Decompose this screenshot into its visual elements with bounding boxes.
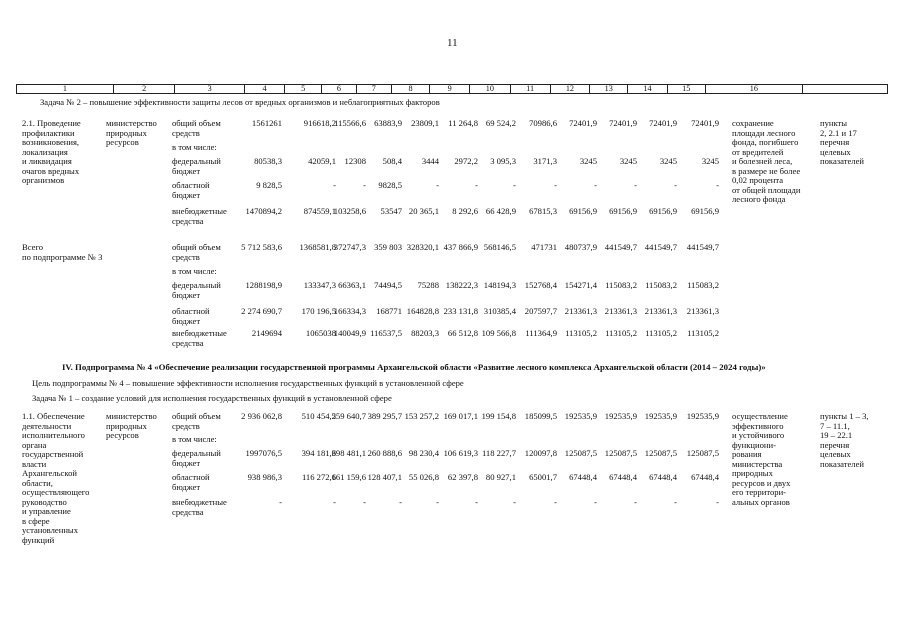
total3-value: 113105,2: [645, 328, 677, 338]
column-header-4: 4: [244, 85, 284, 94]
sub4-row-label: федеральный: [172, 448, 221, 458]
sub4-item: осуществляющего: [22, 487, 90, 497]
task2-result: от общей площади: [732, 184, 801, 195]
column-header-10: 10: [470, 85, 510, 94]
task2-value: 72401,9: [649, 118, 677, 128]
sub4-indicators: перечня: [820, 439, 850, 450]
task2-executor: природных: [106, 127, 147, 138]
column-header-9: 9: [430, 85, 470, 94]
task2-result: от вредителей: [732, 146, 784, 157]
sub4-value: 120097,8: [524, 448, 557, 458]
sub4-value: 938 986,3: [247, 472, 282, 482]
sub4-value: 67448,4: [569, 472, 597, 482]
sub4-indicators: 7 – 11.1,: [820, 420, 850, 431]
sub4-value: 185099,5: [524, 411, 557, 421]
total3-value: 170 196,5: [301, 306, 336, 316]
task2-value: 1561261: [251, 118, 282, 128]
sub4-value: 2 936 062,8: [241, 411, 282, 421]
total3-value: 441549,7: [644, 242, 677, 252]
column-header-16: 16: [705, 85, 802, 94]
sub4-value: -: [279, 497, 282, 507]
sub4-item: области,: [22, 477, 53, 488]
sub4-item: 1.1. Обеспечение: [22, 411, 85, 421]
task2-value: -: [363, 180, 366, 190]
task2-item: возникновения,: [22, 137, 80, 147]
total3-value: 164828,8: [406, 306, 439, 316]
task2-value: 3245: [619, 156, 637, 166]
sub4-value: 389 295,7: [367, 411, 402, 421]
sub4-result: и устойчивого: [732, 430, 785, 440]
sub4-result: осуществление: [732, 411, 788, 421]
sub4-value: 118 227,7: [481, 448, 516, 458]
sub4-executor: министерство: [106, 411, 157, 421]
sub4-executor: природных: [106, 420, 147, 431]
sub4-value: 153 257,2: [404, 411, 439, 421]
column-header-1: 1: [17, 85, 114, 94]
sub4-value: 260 888,6: [367, 448, 402, 458]
sub4-value: 169 017,1: [443, 411, 478, 421]
sub4-value: 510 454,2: [301, 411, 336, 421]
task2-indicators: целевых: [820, 146, 851, 157]
task2-executor: министерство: [106, 118, 157, 128]
sub4-row-label: бюджет: [172, 481, 201, 492]
total3-row-label: бюджет: [172, 315, 201, 326]
sub4-item: государственной: [22, 449, 84, 459]
task2-value: -: [436, 180, 439, 190]
sub4-value: -: [554, 497, 557, 507]
column-header-7: 7: [356, 85, 391, 94]
column-header-row: [16, 84, 888, 94]
task2-value: 916618,2: [303, 118, 336, 128]
sub4-item: в сфере: [22, 515, 50, 526]
column-header-12: 12: [550, 85, 589, 94]
total3-value: 113105,2: [687, 328, 719, 338]
sub4-value: 192535,9: [686, 411, 719, 421]
task2-value: 3245: [701, 156, 719, 166]
total3-row-label: общий объем: [172, 242, 221, 252]
total3-row-label: внебюджетные: [172, 328, 227, 338]
task2-row-label: общий объем: [172, 118, 221, 128]
task2-value: 3245: [579, 156, 597, 166]
task2-result: в размере не более: [732, 165, 801, 176]
task2-value: 874559,1: [303, 206, 336, 216]
task2-value: 9 828,5: [256, 180, 282, 190]
sub4-value: -: [594, 497, 597, 507]
sub4-item: органа: [22, 439, 47, 450]
total3-value: 437 866,9: [443, 242, 478, 252]
total3-value: 66363,1: [338, 280, 366, 290]
total3-value: 5 712 583,6: [241, 242, 282, 252]
total3-value: 359 803: [374, 242, 402, 252]
total3-row-label: федеральный: [172, 280, 221, 290]
sub4-value: -: [436, 497, 439, 507]
sub4-result: рования: [732, 449, 762, 459]
total3-value: 109 566,8: [481, 328, 516, 338]
task2-result: лесного фонда: [732, 194, 786, 204]
task2-value: 66 428,9: [485, 206, 516, 216]
task2-value: 67815,3: [529, 206, 557, 216]
total3-value: 471731: [531, 242, 557, 252]
column-header-13: 13: [590, 85, 628, 94]
total3-value: 328320,1: [406, 242, 439, 252]
sub4-value: 192535,9: [644, 411, 677, 421]
task2-result: площади лесного: [732, 127, 796, 138]
task2-row-label: средств: [172, 127, 200, 138]
sub4-item: исполнительного: [22, 430, 85, 440]
task2-row-label: средства: [172, 215, 204, 226]
sub4-value: 67448,4: [609, 472, 637, 482]
task2-value: -: [634, 180, 637, 190]
sub4-value: 394 181,6: [301, 448, 336, 458]
total3-value: 1368581,8: [299, 242, 336, 252]
task2-value: 103258,6: [333, 206, 366, 216]
sub4-value: 199 154,8: [481, 411, 516, 421]
task2-result: 0,02 процента: [732, 175, 784, 185]
sub4-value: 128 407,1: [367, 472, 402, 482]
task2-value: 12308: [344, 156, 366, 166]
task2-value: 70986,6: [529, 118, 557, 128]
sub4-value: 125087,5: [604, 448, 637, 458]
sub4-value: -: [475, 497, 478, 507]
total3-value: 1288198,9: [245, 280, 282, 290]
task2-value: -: [674, 180, 677, 190]
task2-value: -: [513, 180, 516, 190]
sub4-item: руководство: [22, 496, 67, 507]
total3-value: 115083,2: [687, 280, 719, 290]
sub4-value: 192535,9: [604, 411, 637, 421]
subprogram4-goal: Цель подпрограммы № 4 – повышение эффективности исполнения государственных функций в установленной сфере: [32, 378, 464, 388]
task2-text: Задача № 2 – повышение эффективности защиты лесов от вредных организмов и неблагоприятных факторов: [40, 97, 440, 107]
total3-value: 113105,2: [565, 328, 597, 338]
task2-value: 69156,9: [691, 206, 719, 216]
subprogram4-task1: Задача № 1 – создание условий для исполнения государственных функций в установленной сфере: [32, 393, 392, 403]
total3-value: 480737,9: [564, 242, 597, 252]
total3-value: 441549,7: [686, 242, 719, 252]
total3-value: 207597,7: [524, 306, 557, 316]
sub4-value: 55 026,8: [408, 472, 439, 482]
sub4-row-label: в том числе:: [172, 434, 217, 444]
sub4-value: 67448,4: [691, 472, 719, 482]
task2-value: 3171,3: [533, 156, 557, 166]
sub4-result: функциони-: [732, 439, 776, 450]
sub4-value: 80 927,1: [485, 472, 516, 482]
sub4-value: -: [716, 497, 719, 507]
task2-indicators: 2, 2.1 и 17: [820, 127, 857, 138]
task2-item: 2.1. Проведение: [22, 118, 81, 128]
total3-value: 133347,3: [303, 280, 336, 290]
task2-row-label: бюджет: [172, 189, 201, 200]
sub4-row-label: областной: [172, 472, 210, 482]
sub4-executor: ресурсов: [106, 430, 139, 440]
sub4-row-label: внебюджетные: [172, 497, 227, 507]
task2-result: сохранение: [732, 118, 774, 128]
sub4-item: установленных: [22, 525, 78, 535]
task2-indicators: перечня: [820, 137, 850, 147]
total3-value: 138222,3: [445, 280, 478, 290]
task2-value: 9828,5: [378, 180, 402, 190]
sub4-value: -: [513, 497, 516, 507]
column-header-5: 5: [285, 85, 322, 94]
task2-value: 3 095,3: [490, 156, 516, 166]
total3-value: 2149694: [251, 328, 282, 338]
sub4-value: 125087,5: [644, 448, 677, 458]
sub4-result: его территори-: [732, 487, 787, 497]
sub4-result: ресурсов и двух: [732, 477, 791, 488]
total3-value: 166334,3: [333, 306, 366, 316]
column-header-3: 3: [175, 85, 244, 94]
task2-item: очагов вредных: [22, 165, 80, 176]
column-header-14: 14: [628, 85, 667, 94]
total3-value: 154271,4: [564, 280, 597, 290]
sub4-item: функций: [22, 534, 55, 545]
sub4-row-label: средств: [172, 420, 200, 431]
total3-value: 148194,3: [483, 280, 516, 290]
total3-value: 213361,3: [604, 306, 637, 316]
sub4-item: власти: [22, 458, 47, 469]
task2-value: 23809,1: [411, 118, 439, 128]
total3-value: 88203,3: [411, 328, 439, 338]
total3-value: 441549,7: [604, 242, 637, 252]
task2-value: 69 524,2: [485, 118, 516, 128]
total3-value: 116537,5: [370, 328, 402, 338]
task2-value: -: [475, 180, 478, 190]
sub4-item: деятельности: [22, 420, 72, 431]
subprogram4-title: IV. Подпрограмма № 4 «Обеспечение реализации государственной программы Архангельской области «Развитие лесного комплекса Архангельской области (2014 – 2024 годы)»: [62, 362, 766, 372]
sub4-value: -: [674, 497, 677, 507]
sub4-indicators: показателей: [820, 458, 865, 469]
sub4-value: -: [399, 497, 402, 507]
total3-value: 233 131,8: [443, 306, 478, 316]
task2-value: 3245: [659, 156, 677, 166]
sub4-value: 65001,7: [529, 472, 557, 482]
total3-row-label: средств: [172, 251, 200, 262]
task2-row-label: областной: [172, 180, 210, 190]
total3-value: 310385,4: [483, 306, 516, 316]
task2-value: 72401,9: [691, 118, 719, 128]
sub4-result: альных органов: [732, 496, 790, 507]
task2-row-label: в том числе:: [172, 142, 217, 152]
task2-item: и ликвидация: [22, 156, 72, 166]
sub4-value: 192535,9: [564, 411, 597, 421]
task2-row-label: внебюджетные: [172, 206, 227, 216]
task2-value: 8 292,6: [452, 206, 478, 216]
page-number: 11: [447, 37, 458, 49]
task2-value: -: [333, 180, 336, 190]
task2-result: фонда, погибшего: [732, 137, 799, 147]
total3-value: 213361,3: [564, 306, 597, 316]
sub4-value: 125087,5: [686, 448, 719, 458]
total3-value: 1065038: [305, 328, 336, 338]
task2-value: 80538,3: [254, 156, 282, 166]
total3-row-label: бюджет: [172, 289, 201, 300]
task2-value: 72401,9: [609, 118, 637, 128]
sub4-value: 116 272,6: [301, 472, 336, 482]
task2-value: 69156,9: [649, 206, 677, 216]
sub4-value: 98 230,4: [408, 448, 439, 458]
task2-item: организмов: [22, 175, 65, 185]
task2-value: 1470894,2: [245, 206, 282, 216]
total3-value: 115083,2: [645, 280, 677, 290]
total3-value: 152768,4: [524, 280, 557, 290]
column-header-8: 8: [391, 85, 429, 94]
total3-value: 113105,2: [605, 328, 637, 338]
sub4-item: Архангельской: [22, 468, 77, 478]
sub4-value: 62 397,8: [447, 472, 478, 482]
total3-value: 213361,3: [686, 306, 719, 316]
sub4-value: 559 640,7: [331, 411, 366, 421]
sub4-result: эффективного: [732, 420, 784, 431]
total3-value: 213361,3: [644, 306, 677, 316]
task2-indicators: пункты: [820, 118, 848, 128]
task2-value: -: [594, 180, 597, 190]
task2-value: -: [554, 180, 557, 190]
sub4-indicators: пункты 1 – 3,: [820, 411, 869, 421]
sub4-result: природных: [732, 468, 773, 478]
sub4-value: -: [363, 497, 366, 507]
task2-value: 508,4: [382, 156, 402, 166]
total3-value: 66 512,8: [447, 328, 478, 338]
total3-value: 111364,9: [525, 328, 557, 338]
task2-value: 69156,9: [569, 206, 597, 216]
sub4-row-label: бюджет: [172, 457, 201, 468]
sub4-result: министерства: [732, 458, 783, 469]
sub4-row-label: общий объем: [172, 411, 221, 421]
column-header-6: 6: [322, 85, 356, 94]
column-header-11: 11: [510, 85, 550, 94]
task2-value: 115566,6: [334, 118, 366, 128]
sub4-value: 398 481,1: [331, 448, 366, 458]
task2-value: 69156,9: [609, 206, 637, 216]
sub4-value: 125087,5: [564, 448, 597, 458]
total3-row-label: средства: [172, 337, 204, 348]
total3-value: 568146,5: [483, 242, 516, 252]
task2-item: локализация: [22, 146, 68, 157]
sub4-value: 161 159,6: [331, 472, 366, 482]
task2-value: 63883,9: [374, 118, 402, 128]
total3-value: 140049,9: [333, 328, 366, 338]
task2-value: 42059,1: [308, 156, 336, 166]
task2-indicators: показателей: [820, 156, 865, 166]
sub4-value: -: [634, 497, 637, 507]
column-header-2: 2: [113, 85, 175, 94]
task2-row-label: федеральный: [172, 156, 221, 166]
task2-row-label: бюджет: [172, 165, 201, 176]
sub4-indicators: целевых: [820, 449, 851, 459]
sub4-value: 67448,4: [649, 472, 677, 482]
task2-value: 3444: [421, 156, 439, 166]
sub4-indicators: 19 – 22.1: [820, 430, 853, 440]
total3-value: 75288: [417, 280, 439, 290]
total3-row-label: в том числе:: [172, 266, 217, 276]
column-header-15: 15: [667, 85, 705, 94]
total3-value: 2 274 690,7: [241, 306, 282, 316]
task2-value: 11 264,8: [448, 118, 478, 128]
task2-value: 2972,2: [454, 156, 478, 166]
task2-result: и болезней леса,: [732, 156, 793, 166]
sub4-row-label: средства: [172, 506, 204, 517]
total3-label: Всего: [22, 242, 44, 252]
sub4-value: 1997076,5: [245, 448, 282, 458]
total3-label: по подпрограмме № 3: [22, 251, 103, 262]
task2-value: -: [716, 180, 719, 190]
sub4-value: -: [333, 497, 336, 507]
task2-executor: ресурсов: [106, 137, 139, 147]
total3-value: 74494,5: [374, 280, 402, 290]
task2-value: 72401,9: [569, 118, 597, 128]
task2-value: 20 365,1: [408, 206, 439, 216]
total3-row-label: областной: [172, 306, 210, 316]
total3-value: 372747,3: [333, 242, 366, 252]
task2-item: профилактики: [22, 127, 75, 138]
task2-value: 53547: [380, 206, 402, 216]
total3-value: 168771: [376, 306, 402, 316]
total3-value: 115083,2: [605, 280, 637, 290]
sub4-item: и управление: [22, 506, 71, 516]
sub4-value: 106 619,3: [443, 448, 478, 458]
column-header-17: [802, 85, 887, 94]
